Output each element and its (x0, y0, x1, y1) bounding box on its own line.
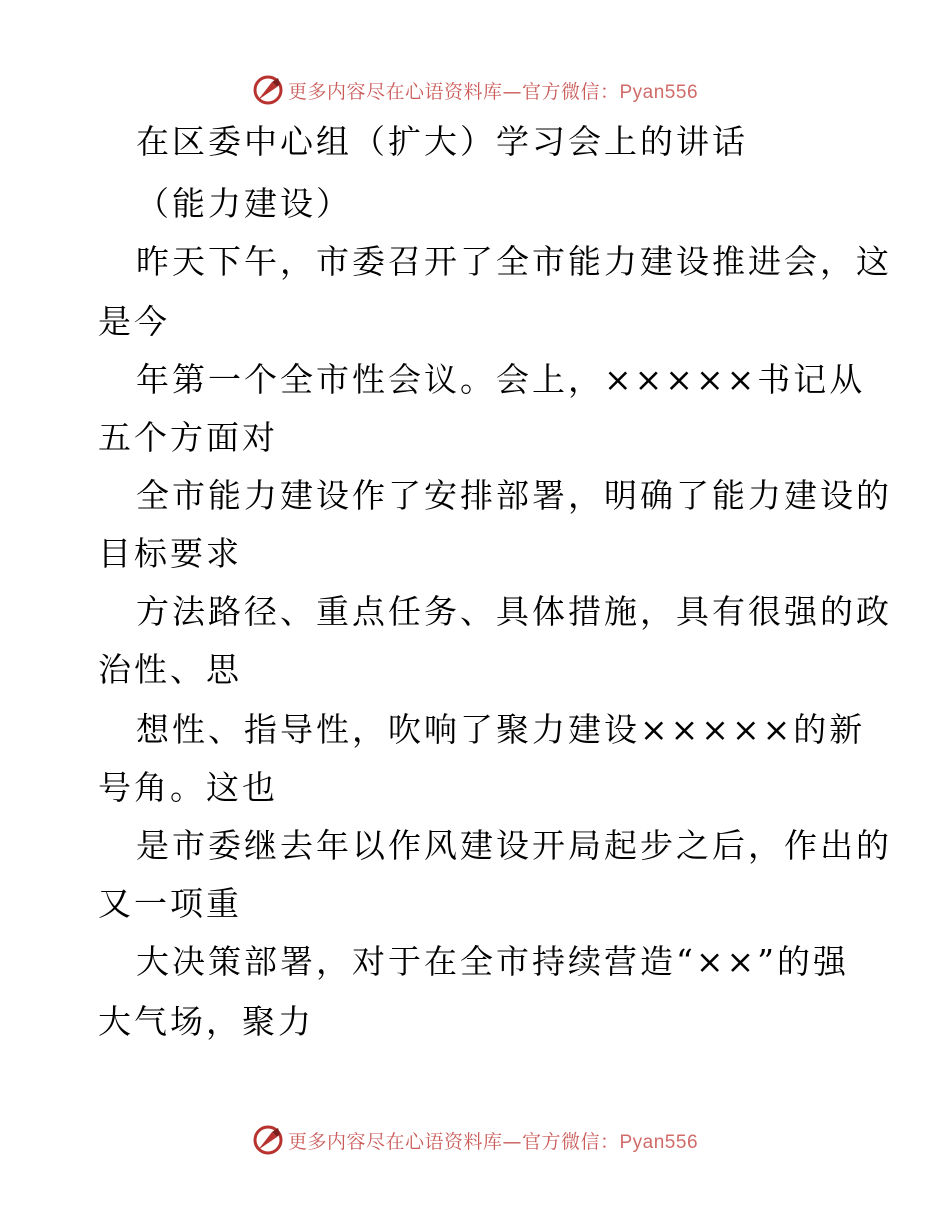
paragraph-line: 目标要求 (98, 534, 242, 573)
pen-nib-circle-icon (252, 1124, 284, 1156)
paragraph-line: 大气场，聚力 (98, 1002, 314, 1041)
paragraph-line: 全市能力建设作了安排部署，明确了能力建设的 (136, 476, 892, 515)
watermark-text: 更多内容尽在心语资料库—官方微信：Pyan556 (287, 80, 699, 103)
footer-watermark (0, 1120, 950, 1160)
paragraph-line: 又一项重 (98, 884, 242, 923)
watermark-text: 更多内容尽在心语资料库—官方微信：Pyan556 (287, 1130, 699, 1153)
paragraph-line: 大决策部署，对于在全市持续营造“××”的强 (136, 942, 850, 981)
paragraph-line: 想性、指导性，吹响了聚力建设×××××的新 (136, 710, 866, 749)
paragraph-line: 治性、思 (98, 650, 242, 689)
paragraph-line: 是今 (98, 302, 170, 341)
paragraph-line: 五个方面对 (98, 418, 278, 457)
paragraph-line: 昨天下午，市委召开了全市能力建设推进会，这 (136, 242, 892, 281)
paragraph-line: 年第一个全市性会议。会上，×××××书记从 (136, 360, 866, 399)
header-watermark (0, 70, 950, 110)
document-title: 在区委中心组（扩大）学习会上的讲话 (136, 122, 748, 161)
document-subtitle: （能力建设） (136, 184, 352, 223)
pen-nib-circle-icon (252, 74, 284, 106)
paragraph-line: 是市委继去年以作风建设开局起步之后，作出的 (136, 826, 892, 865)
paragraph-line: 方法路径、重点任务、具体措施，具有很强的政 (136, 592, 892, 631)
paragraph-line: 号角。这也 (98, 768, 278, 807)
